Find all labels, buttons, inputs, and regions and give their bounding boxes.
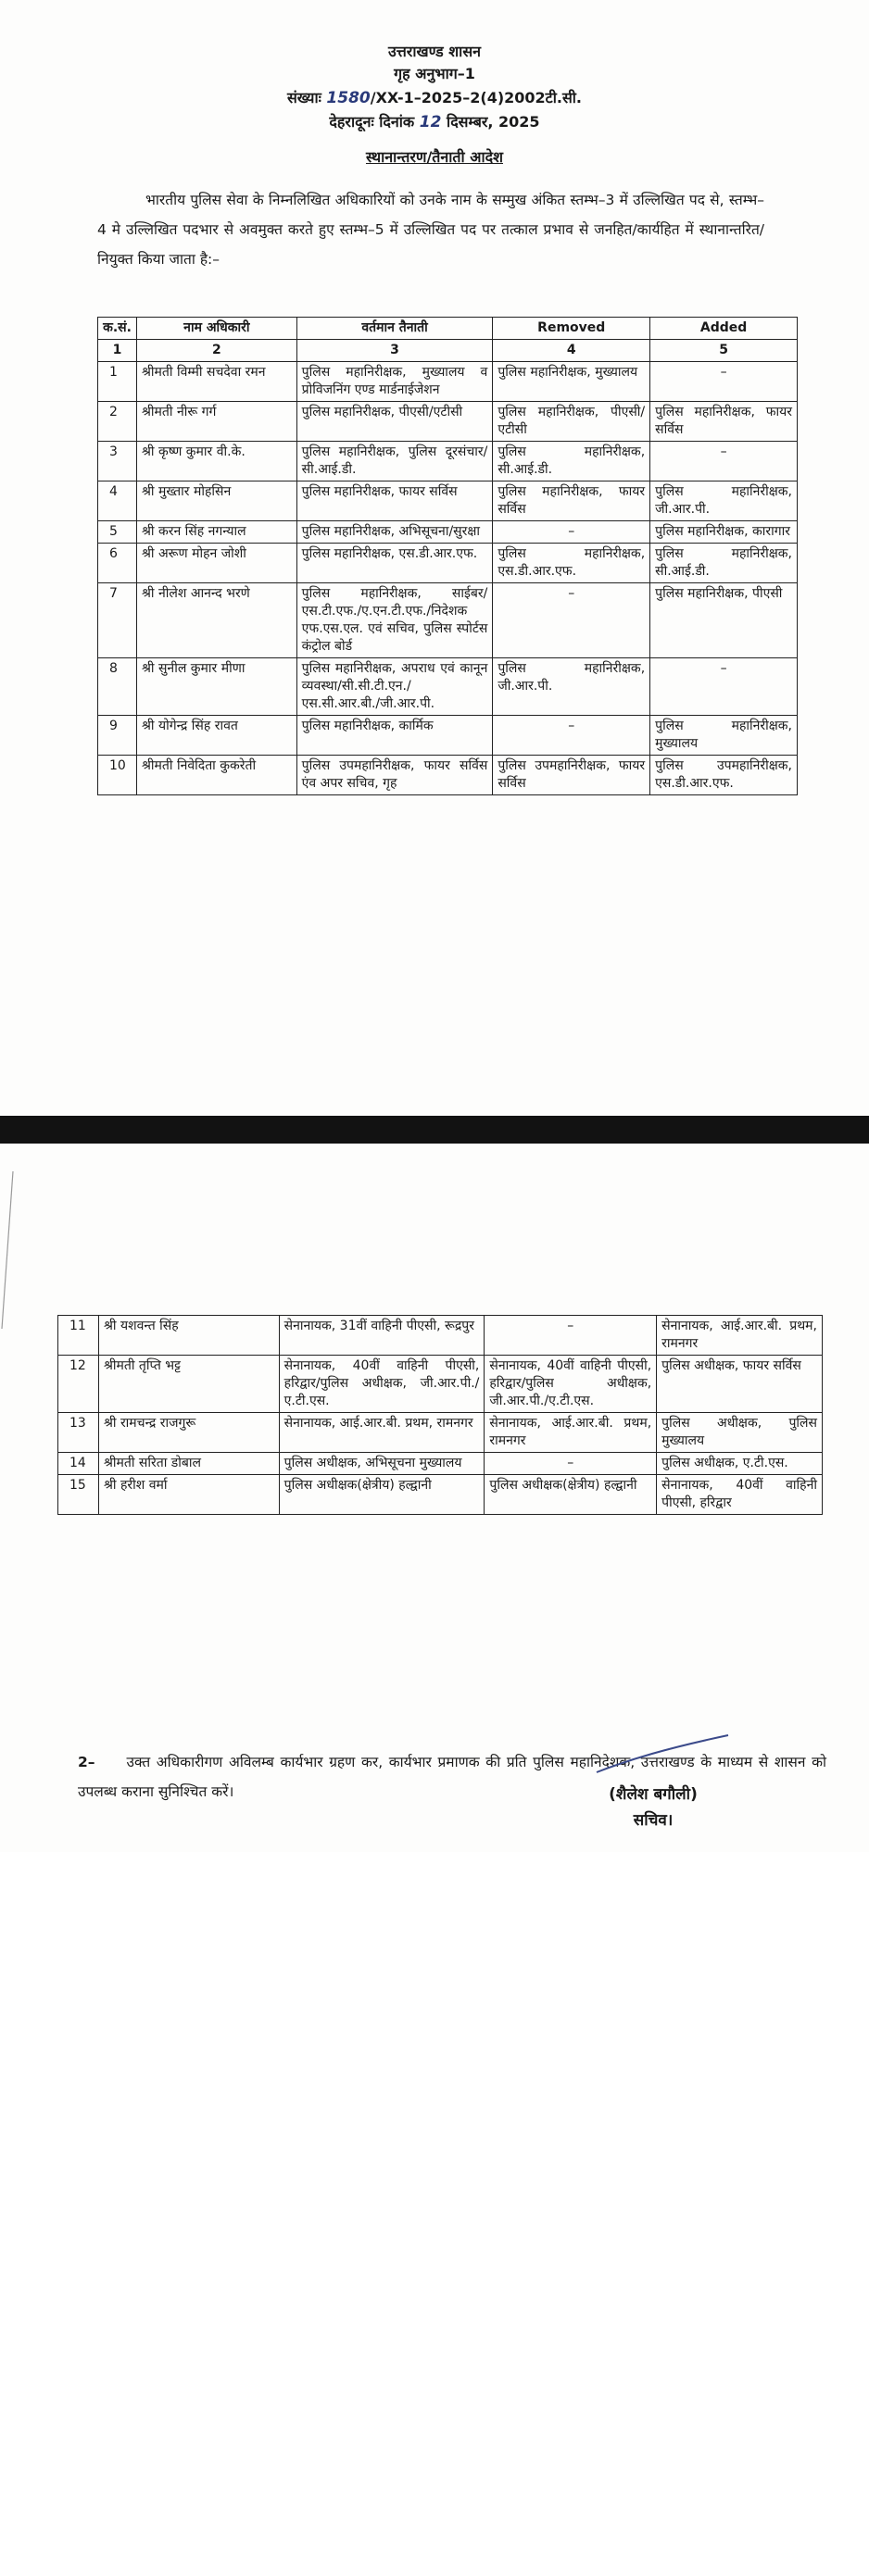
order-number-label: संख्याः [286, 89, 321, 106]
row-officer-name: श्री कृष्ण कुमार वी.के. [136, 442, 296, 481]
row-current-posting: पुलिस महानिरीक्षक, अपराध एवं कानून व्यवस्था/सी.सी.टी.एन./एस.सी.आर.बी./जी.आर.पी. [296, 658, 493, 716]
row-removed: सेनानायक, 40वीं वाहिनी पीएसी, हरिद्वार/पुलिस अधीक्षक, जी.आर.पी./ए.टी.एस. [485, 1356, 657, 1413]
row-serial: 11 [58, 1316, 99, 1356]
row-officer-name: श्री हरीश वर्मा [98, 1475, 279, 1515]
row-removed: पुलिस महानिरीक्षक, पीएसी/एटीसी [493, 402, 650, 442]
row-current-posting: पुलिस उपमहानिरीक्षक, फायर सर्विस एंव अपर सचिव, गृह [296, 756, 493, 795]
row-serial: 10 [98, 756, 137, 795]
govt-heading: उत्तराखण्ड शासन [387, 43, 482, 60]
table-row [98, 716, 798, 756]
row-removed: पुलिस महानिरीक्षक, जी.आर.पी. [493, 658, 650, 716]
row-removed: पुलिस महानिरीक्षक, मुख्यालय [493, 362, 650, 402]
table-row [58, 1453, 823, 1475]
col-number: 1 [98, 340, 137, 362]
row-added: पुलिस अधीक्षक, ए.टी.एस. [657, 1453, 823, 1475]
row-removed: पुलिस महानिरीक्षक, सी.आई.डी. [493, 442, 650, 481]
document-page-2 [0, 1144, 869, 1852]
row-officer-name: श्री सुनील कुमार मीणा [136, 658, 296, 716]
order-number-suffix: /XX-1–2025–2(4)2002टी.सी. [370, 89, 582, 106]
table-row [98, 521, 798, 544]
table-row [58, 1475, 823, 1515]
row-serial: 13 [58, 1413, 99, 1453]
row-removed: पुलिस अधीक्षक(क्षेत्रीय) हल्द्वानी [485, 1475, 657, 1515]
table-row [98, 583, 798, 658]
row-added: पुलिस महानिरीक्षक, सी.आई.डी. [650, 544, 798, 583]
table-row [98, 442, 798, 481]
row-serial: 1 [98, 362, 137, 402]
col-number: 4 [493, 340, 650, 362]
row-serial: 3 [98, 442, 137, 481]
row-added: पुलिस उपमहानिरीक्षक, एस.डी.आर.एफ. [650, 756, 798, 795]
col-header-added: Added [650, 318, 798, 340]
row-current-posting: पुलिस महानिरीक्षक, फायर सर्विस [296, 481, 493, 521]
row-officer-name: श्री मुख्तार मोहसिन [136, 481, 296, 521]
order-date-handwritten: 12 [419, 113, 442, 131]
col-number: 2 [136, 340, 296, 362]
col-header-serial: क.सं. [98, 318, 137, 340]
order-number-handwritten: 1580 [326, 89, 371, 107]
row-serial: 5 [98, 521, 137, 544]
row-current-posting: पुलिस महानिरीक्षक, अभिसूचना/सुरक्षा [296, 521, 493, 544]
row-added: पुलिस अधीक्षक, फायर सर्विस [657, 1356, 823, 1413]
signatory-designation: सचिव। [633, 1811, 674, 1830]
row-removed: – [493, 521, 650, 544]
row-current-posting: पुलिस महानिरीक्षक, पुलिस दूरसंचार/सी.आई.डी. [296, 442, 493, 481]
signature-scribble [593, 2520, 741, 2576]
row-officer-name: श्री रामचन्द्र राजगुरू [98, 1413, 279, 1453]
row-officer-name: श्रीमती सरिता डोबाल [98, 1453, 279, 1475]
table-row [98, 756, 798, 795]
row-added: – [650, 442, 798, 481]
row-removed: – [493, 716, 650, 756]
order-date-suffix: दिसम्बर, 2025 [447, 113, 540, 131]
row-added: पुलिस अधीक्षक, पुलिस मुख्यालय [657, 1413, 823, 1453]
row-officer-name: श्री यशवन्त सिंह [98, 1316, 279, 1356]
page-divider [0, 1116, 869, 1144]
row-added: पुलिस महानिरीक्षक, फायर सर्विस [650, 402, 798, 442]
table-row [58, 1413, 823, 1453]
row-serial: 14 [58, 1453, 99, 1475]
table-row [58, 1316, 823, 1356]
order-subject: स्थानान्तरण/तैनाती आदेश [365, 148, 503, 166]
row-officer-name: श्री नीलेश आनन्द भरणे [136, 583, 296, 658]
row-added: – [650, 658, 798, 716]
row-removed: – [485, 1316, 657, 1356]
row-removed: पुलिस महानिरीक्षक, एस.डी.आर.एफ. [493, 544, 650, 583]
row-officer-name: श्री करन सिंह नगन्याल [136, 521, 296, 544]
row-serial: 12 [58, 1356, 99, 1413]
order-number [0, 89, 869, 107]
row-removed: – [485, 1453, 657, 1475]
row-serial: 4 [98, 481, 137, 521]
table-row [98, 362, 798, 402]
row-added: पुलिस महानिरीक्षक, जी.आर.पी. [650, 481, 798, 521]
row-added: – [650, 362, 798, 402]
table-row [98, 544, 798, 583]
row-current-posting: पुलिस महानिरीक्षक, साईबर/एस.टी.एफ./ए.एन.टी.एफ./निदेशक एफ.एस.एल. एवं सचिव, पुलिस स्पोर्टस कंट्रोल बोर्ड [296, 583, 493, 658]
row-officer-name: श्रीमती निवेदिता कुकरेती [136, 756, 296, 795]
department-heading: गृह अनुभाग–1 [394, 65, 475, 82]
table-colnum-row [98, 340, 798, 362]
table-row [98, 481, 798, 521]
row-current-posting: सेनानायक, 40वीं वाहिनी पीएसी, हरिद्वार/पुलिस अधीक्षक, जी.आर.पी./ए.टी.एस. [279, 1356, 485, 1413]
row-added: सेनानायक, 40वीं वाहिनी पीएसी, हरिद्वार [657, 1475, 823, 1515]
transfer-table-page2 [57, 1315, 823, 1515]
row-removed: पुलिस उपमहानिरीक्षक, फायर सर्विस [493, 756, 650, 795]
row-serial: 6 [98, 544, 137, 583]
row-removed: सेनानायक, आई.आर.बी. प्रथम, रामनगर [485, 1413, 657, 1453]
row-officer-name: श्री योगेन्द्र सिंह रावत [136, 716, 296, 756]
col-header-current-posting: वर्तमान तैनाती [296, 318, 493, 340]
col-header-removed: Removed [493, 318, 650, 340]
row-serial: 15 [58, 1475, 99, 1515]
col-number: 3 [296, 340, 493, 362]
row-officer-name: श्री अरूण मोहन जोशी [136, 544, 296, 583]
row-added: सेनानायक, आई.आर.बी. प्रथम, रामनगर [657, 1316, 823, 1356]
col-number: 5 [650, 340, 798, 362]
order-date-label: देहरादूनः दिनांक [329, 113, 415, 131]
table-row [98, 658, 798, 716]
row-serial: 2 [98, 402, 137, 442]
row-serial: 8 [98, 658, 137, 716]
row-added: पुलिस महानिरीक्षक, कारागार [650, 521, 798, 544]
row-current-posting: सेनानायक, आई.आर.बी. प्रथम, रामनगर [279, 1413, 485, 1453]
row-added: पुलिस महानिरीक्षक, मुख्यालय [650, 716, 798, 756]
row-serial: 9 [98, 716, 137, 756]
row-serial: 7 [98, 583, 137, 658]
row-added: पुलिस महानिरीक्षक, पीएसी [650, 583, 798, 658]
row-current-posting: सेनानायक, 31वीं वाहिनी पीएसी, रूद्रपुर [279, 1316, 485, 1356]
table-row [98, 402, 798, 442]
signature-scribble [593, 1732, 732, 1778]
scan-edge-mark [0, 1171, 19, 1338]
signatory-name: (शैलेश बगौली) [609, 1785, 698, 1804]
table-row [58, 1356, 823, 1413]
row-removed: पुलिस महानिरीक्षक, फायर सर्विस [493, 481, 650, 521]
row-current-posting: पुलिस अधीक्षक(क्षेत्रीय) हल्द्वानी [279, 1475, 485, 1515]
document-page-1 [0, 0, 869, 1116]
order-date [0, 113, 869, 131]
row-current-posting: पुलिस महानिरीक्षक, कार्मिक [296, 716, 493, 756]
row-officer-name: श्रीमती विम्मी सचदेवा रमन [136, 362, 296, 402]
intro-paragraph: भारतीय पुलिस सेवा के निम्नलिखित अधिकारियों को उनके नाम के सम्मुख अंकित स्तम्भ–3 में उल्लिखित पद से, स्तम्भ–4 मे उल्लिखित पदभार से अवमुक्त करते हुए स्तम्भ–5 में उल्लिखित पद पर तत्काल प्रभाव से जनहित/कार्यहित में स्थानान्तरित/नियुक्त किया जाता है:– [97, 192, 764, 268]
row-current-posting: पुलिस अधीक्षक, अभिसूचना मुख्यालय [279, 1453, 485, 1475]
instruction-text: उक्त अधिकारीगण अविलम्ब कार्यभार ग्रहण कर, कार्यभार प्रमाणक की प्रति पुलिस महानिदेशक, उत्तराखण्ड के माध्यम से शासन को उपलब्ध कराना सुनिश्चित करें। [78, 1754, 826, 1800]
transfer-table-page1 [97, 317, 798, 795]
col-header-name: नाम अधिकारी [136, 318, 296, 340]
row-officer-name: श्रीमती तृप्ति भट्ट [98, 1356, 279, 1413]
row-current-posting: पुलिस महानिरीक्षक, मुख्यालय व प्रोविजनिंग एण्ड मार्डनाईजेशन [296, 362, 493, 402]
paragraph-number: 2– [78, 1754, 95, 1770]
table-header-row [98, 318, 798, 340]
row-officer-name: श्रीमती नीरू गर्ग [136, 402, 296, 442]
row-current-posting: पुलिस महानिरीक्षक, पीएसी/एटीसी [296, 402, 493, 442]
row-removed: – [493, 583, 650, 658]
row-current-posting: पुलिस महानिरीक्षक, एस.डी.आर.एफ. [296, 544, 493, 583]
